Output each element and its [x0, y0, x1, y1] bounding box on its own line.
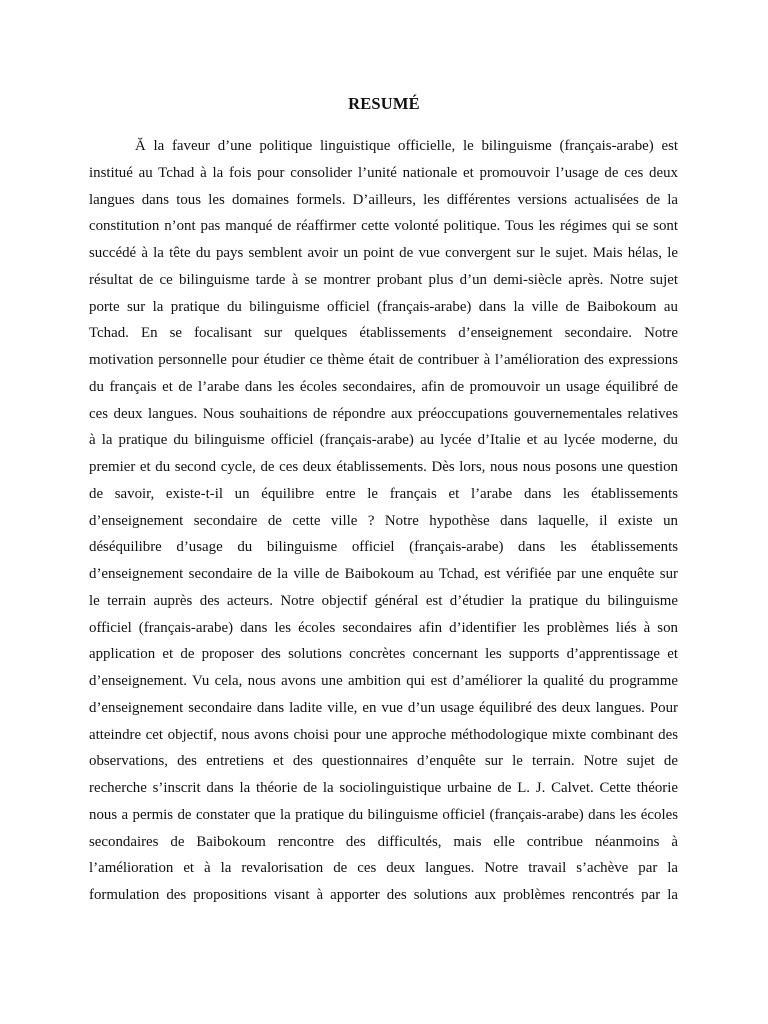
paragraph-line: résultat de ce bilinguisme tarde à se montrer probant plus d’un demi-siècle après. Notre sujet: [89, 271, 678, 288]
paragraph-line: du français et de l’arabe dans les écoles secondaires, afin de promouvoir un usage équilibré de: [89, 378, 678, 395]
paragraph-line: Ă la faveur d’une politique linguistique officielle, le bilinguisme (français-arabe) est: [135, 138, 678, 154]
page-title: RESUMÉ: [348, 94, 420, 113]
paragraph-line: d’enseignement secondaire de cette ville ? Notre hypothèse dans laquelle, il existe un: [89, 512, 678, 529]
paragraph-line: succédé à la tête du pays semblent avoir un point de vue convergent sur le sujet. Mais hélas, le: [89, 245, 678, 261]
paragraph-line: le terrain auprès des acteurs. Notre objectif général est d’étudier la pratique du bilinguisme: [89, 592, 678, 609]
paragraph-line: de savoir, existe-t-il un équilibre entre le français et l’arabe dans les établissements: [89, 485, 678, 502]
paragraph-line: langues dans tous les domaines formels. D’ailleurs, les différentes versions actualisées de la: [89, 191, 678, 208]
paragraph-line: à la pratique du bilinguisme officiel (français-arabe) au lycée d’Italie et au lycée moderne, du: [89, 432, 678, 449]
abstract-paragraph: [89, 133, 678, 909]
paragraph-line: Tchad. En se focalisant sur quelques établissements d’enseignement secondaire. Notre: [89, 325, 678, 342]
paragraph-line: déséquilibre d’usage du bilinguisme officiel (français-arabe) dans les établissements: [89, 539, 678, 556]
paragraph-line: institué au Tchad à la fois pour consolider l’unité nationale et promouvoir l’usage de ces deux: [89, 164, 678, 181]
paragraph-line: premier et du second cycle, de ces deux établissements. Dès lors, nous nous posons une question: [89, 459, 678, 475]
paragraph-line: motivation personnelle pour étudier ce thème était de contribuer à l’amélioration des expressions: [89, 352, 678, 368]
paragraph-line: d’enseignement secondaire de la ville de Baibokoum au Tchad, est vérifiée par une enquête sur: [89, 566, 678, 582]
paragraph-line: d’enseignement. Vu cela, nous avons une ambition qui est d’améliorer la qualité du programme: [89, 673, 678, 689]
paragraph-line: application et de proposer des solutions concrètes concernant les supports d’apprentissage et: [89, 646, 678, 663]
paragraph-line: nous a permis de constater que la pratique du bilinguisme officiel (français-arabe) dans les écoles: [89, 806, 678, 823]
paragraph-line: d’enseignement secondaire dans ladite ville, en vue d’un usage équilibré des deux langues. Pour: [89, 699, 678, 716]
paragraph-line: observations, des entretiens et des questionnaires d’enquête sur le terrain. Notre sujet de: [89, 753, 678, 770]
paragraph-line: secondaires de Baibokoum rencontre des difficultés, mais elle contribue néanmoins à: [89, 833, 678, 850]
paragraph-line: l’amélioration et à la revalorisation de ces deux langues. Notre travail s’achève par la: [89, 860, 678, 877]
paragraph-line: formulation des propositions visant à apporter des solutions aux problèmes rencontrés par la: [89, 887, 678, 903]
paragraph-line: constitution n’ont pas manqué de réaffirmer cette volonté politique. Tous les régimes qui se sont: [89, 218, 678, 235]
paragraph-line: officiel (français-arabe) dans les écoles secondaires afin d’identifier les problèmes liés à son: [89, 619, 678, 636]
paragraph-line: porte sur la pratique du bilinguisme officiel (français-arabe) dans la ville de Baibokoum au: [89, 298, 678, 315]
paragraph-line: recherche s’inscrit dans la théorie de la sociolinguistique urbaine de L. J. Calvet. Cette théorie: [89, 780, 678, 796]
paragraph-line: atteindre cet objectif, nous avons choisi pour une approche méthodologique mixte combinant des: [89, 726, 678, 743]
paragraph-line: ces deux langues. Nous souhaitions de répondre aux préoccupations gouvernementales relatives: [89, 405, 678, 422]
